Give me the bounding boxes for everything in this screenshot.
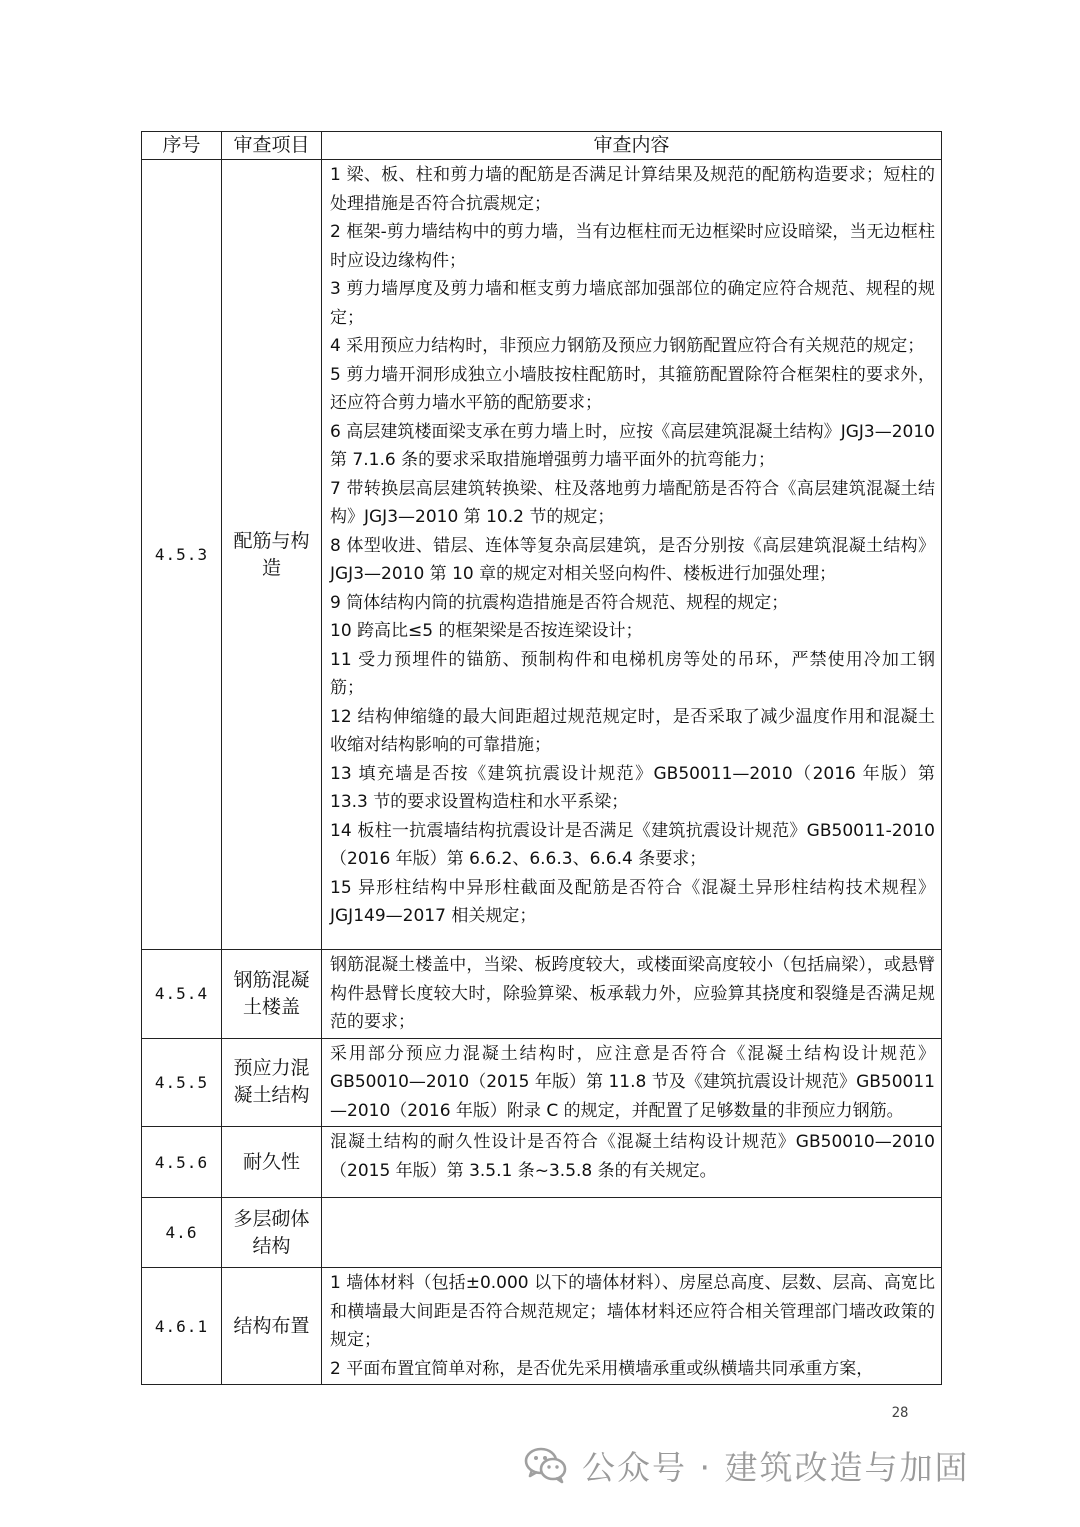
wechat-icon bbox=[524, 1445, 568, 1485]
review-table bbox=[141, 131, 942, 1385]
content-line: 9 筒体结构内筒的抗震构造措施是否符合规范、规程的规定； bbox=[330, 592, 789, 613]
row-content bbox=[322, 1038, 942, 1127]
content-line: 13 填充墙是否按《建筑抗震设计规范》GB50011—2010（2016 年版）第 13.3 节的要求设置构造柱和水平系梁； bbox=[330, 763, 935, 812]
row-item bbox=[222, 1198, 322, 1268]
content-line: 11 受力预埋件的锚筋、预制构件和电梯机房等处的吊环，严禁使用冷加工钢筋； bbox=[330, 649, 935, 698]
page-number: 28 bbox=[891, 1405, 909, 1421]
content-line: 1 梁、板、柱和剪力墙的配筋是否满足计算结果及规范的配筋构造要求；短柱的处理措施是否符合抗震规定； bbox=[330, 165, 935, 214]
row-item-label: 钢筋混凝土楼盖 bbox=[233, 968, 310, 1018]
row-seq: 4.5.3 bbox=[142, 160, 222, 950]
content-line: 6 高层建筑楼面梁支承在剪力墙上时，应按《高层建筑混凝土结构》JGJ3—2010 第 7.1.6 条的要求采取措施增强剪力墙平面外的抗弯能力； bbox=[330, 421, 935, 470]
content-line: 14 板柱一抗震墙结构抗震设计是否满足《建筑抗震设计规范》GB50011-2010（2016 年版）第 6.6.2、6.6.3、6.6.4 条要求； bbox=[330, 820, 935, 869]
content-line: 5 剪力墙开洞形成独立小墙肢按柱配筋时，其箍筋配置除符合框架柱的要求外，还应符合剪力墙水平筋的配筋要求； bbox=[330, 364, 935, 413]
content-line: 混凝土结构的耐久性设计是否符合《混凝土结构设计规范》GB50010—2010（2015 年版）第 3.5.1 条~3.5.8 条的有关规定。 bbox=[330, 1132, 935, 1181]
row-seq: 4.6 bbox=[142, 1198, 222, 1268]
row-seq: 4.5.4 bbox=[142, 950, 222, 1039]
row-item bbox=[222, 1038, 322, 1127]
header-content: 审查内容 bbox=[322, 132, 942, 160]
table-row bbox=[142, 1268, 942, 1385]
row-content bbox=[322, 1268, 942, 1385]
content-line: 15 异形柱结构中异形柱截面及配筋是否符合《混凝土异形柱结构技术规程》JGJ149—2017 相关规定； bbox=[330, 877, 935, 926]
table-row bbox=[142, 950, 942, 1039]
table-row bbox=[142, 1127, 942, 1198]
content-line: 10 跨高比≤5 的框架梁是否按连梁设计； bbox=[330, 621, 643, 641]
row-content bbox=[322, 160, 942, 950]
content-line: 7 带转换层高层建筑转换梁、柱及落地剪力墙配筋是否符合《高层建筑混凝土结构》JGJ3—2010 第 10.2 节的规定； bbox=[330, 478, 935, 527]
row-item-label: 预应力混凝土结构 bbox=[233, 1057, 310, 1107]
row-seq: 4.5.6 bbox=[142, 1127, 222, 1198]
table-row bbox=[142, 1038, 942, 1127]
content-line: 采用部分预应力混凝土结构时，应注意是否符合《混凝土结构设计规范》GB50010—2010（2015 年版）第 11.8 节及《建筑抗震设计规范》GB50011—2010（2016 年版）附录 C 的规定，并配置了足够数量的非预应力钢筋。 bbox=[330, 1043, 935, 1121]
content-line: 2 框架-剪力墙结构中的剪力墙，当有边框柱而无边框梁时应设暗梁，当无边框柱时应设边缘构件； bbox=[330, 222, 935, 271]
content-line: 2 平面布置宜简单对称，是否优先采用横墙承重或纵横墙共同承重方案， bbox=[330, 1358, 874, 1379]
row-content bbox=[322, 950, 942, 1039]
row-item-label: 配筋与构造 bbox=[233, 529, 310, 579]
watermark bbox=[524, 1443, 969, 1487]
row-item bbox=[222, 950, 322, 1039]
header-seq: 序号 bbox=[142, 132, 222, 160]
content-line: 8 体型收进、错层、连体等复杂高层建筑，是否分别按《高层建筑混凝土结构》JGJ3—2010 第 10 章的规定对相关竖向构件、楼板进行加强处理； bbox=[330, 535, 935, 584]
content-line: 1 墙体材料（包括±0.000 以下的墙体材料）、房屋总高度、层数、层高、高宽比和横墙最大间距是否符合规范规定；墙体材料还应符合相关管理部门墙改政策的规定； bbox=[330, 1273, 935, 1350]
row-item bbox=[222, 160, 322, 950]
row-item bbox=[222, 1127, 322, 1198]
content-line: 3 剪力墙厚度及剪力墙和框支剪力墙底部加强部位的确定应符合规范、规程的规定； bbox=[330, 279, 935, 328]
row-item bbox=[222, 1268, 322, 1385]
row-item-label: 耐久性 bbox=[242, 1150, 300, 1173]
row-item-label: 结构布置 bbox=[233, 1314, 310, 1337]
content-line: 钢筋混凝土楼盖中，当梁、板跨度较大，或楼面梁高度较小（包括扁梁），或悬臂构件悬臂长度较大时，除验算梁、板承载力外，应验算其挠度和裂缝是否满足规范的要求； bbox=[330, 955, 935, 1032]
row-item-label: 多层砌体结构 bbox=[233, 1207, 310, 1257]
row-seq: 4.5.5 bbox=[142, 1038, 222, 1127]
row-content bbox=[322, 1198, 942, 1268]
header-item: 审查项目 bbox=[222, 132, 322, 160]
row-seq: 4.6.1 bbox=[142, 1268, 222, 1385]
table-row bbox=[142, 160, 942, 950]
content-line: 12 结构伸缩缝的最大间距超过规范规定时，是否采取了减少温度作用和混凝土收缩对结构影响的可靠措施； bbox=[330, 706, 935, 755]
content-line: 4 采用预应力结构时，非预应力钢筋及预应力钢筋配置应符合有关规范的规定； bbox=[330, 336, 925, 356]
table-header-row bbox=[142, 132, 942, 160]
table-row bbox=[142, 1198, 942, 1268]
watermark-text: 公众号 · 建筑改造与加固 bbox=[582, 1447, 970, 1487]
row-content bbox=[322, 1127, 942, 1198]
